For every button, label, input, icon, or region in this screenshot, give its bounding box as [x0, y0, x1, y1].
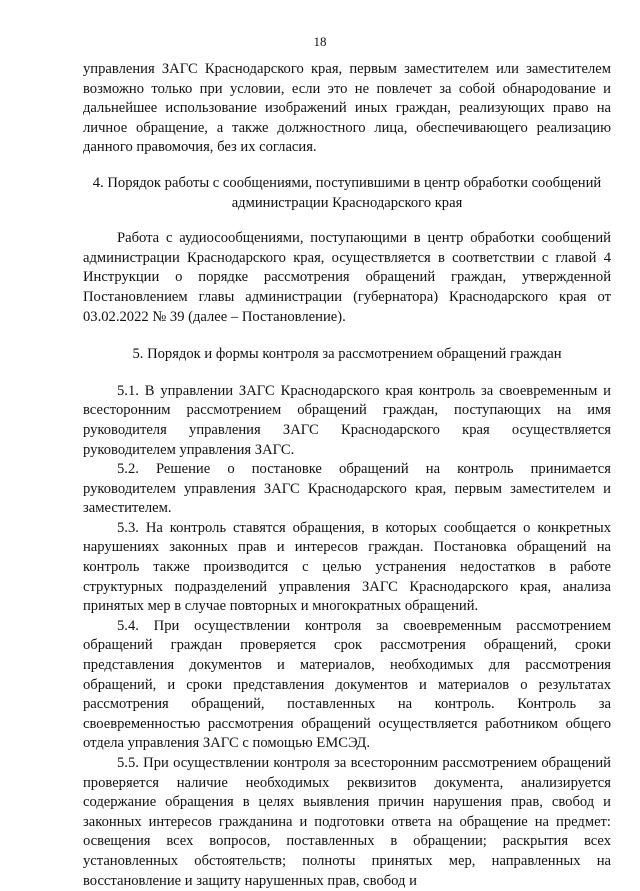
- intro-paragraph: управления ЗАГС Краснодарского края, первым заместителем или заместителем возможно только при условии, если это не повлечет за собой обнародование и дальнейшее использование изображений иных граждан, реализующих право на личное обращение, а также должностного лица, обеспечивающего реализацию данного правомочия, без их согласия.: [83, 61, 611, 156]
- paragraph-5-4: 5.4. При осуществлении контроля за своевременным рассмотрением обращений граждан проверяется срок рассмотрения обращений, сроки представления документов и материалов, необходимых для рассмотрения обращений, и сроки представления документов и материалов о результатах рассмотрения обращений, поставленных на контроль. Контроль за своевременностью рассмотрения обращений осуществляется работником общего отдела управления ЗАГС с помощью ЕМСЭД.: [83, 617, 611, 752]
- page-number: 18: [313, 34, 327, 49]
- paragraph-5-1: 5.1. В управлении ЗАГС Краснодарского края контроль за своевременным и всесторонним рассмотрением обращений граждан, поступающих на имя руководителя управления ЗАГС Краснодарского края осуществляется руководителем управления ЗАГС.: [83, 382, 611, 458]
- section-5-title: 5. Порядок и формы контроля за рассмотрением обращений граждан: [132, 346, 562, 363]
- section-4-title: 4. Порядок работы с сообщениями, поступившими в центр обработки сообщений администрации Краснодарского края: [92, 174, 602, 211]
- paragraph-5-3: 5.3. На контроль ставятся обращения, в которых сообщается о конкретных нарушениях законных прав и интересов граждан. Постановка обращений на контроль также производится с целью устранения недостатков в работе структурных подразделений управления ЗАГС Краснодарского края, анализа принятых мер в случае повторных и многократных обращений.: [83, 519, 611, 615]
- section-4-paragraph: Работа с аудиосообщениями, поступающими в центр обработки сообщений администрации Краснодарского края, осуществляется в соответствии с главой 4 Инструкции о порядке рассмотрения обращений граждан, утвержденной Постановлением главы администрации (губернатора) Краснодарского края от 03.02.2022 № 39 (далее – Постановление).: [83, 230, 611, 325]
- document-body: [83, 60, 611, 891]
- paragraph-5-5: 5.5. При осуществлении контроля за всесторонним рассмотрением обращений проверяется наличие необходимых реквизитов документа, анализируется содержание обращения в целях выявления причин нарушения прав, свобод и законных интересов гражданина и подготовки ответа на обращение на предмет: освещения всех вопросов, поставленных в обращении; раскрытия всех установленных обстоятельств; полноты принятых мер, направленных на восстановление и защиту нарушенных прав, свобод и: [83, 755, 611, 889]
- paragraph-5-2: 5.2. Решение о постановке обращений на контроль принимается руководителем управления ЗАГС Краснодарского края, первым заместителем и заместителем.: [83, 461, 611, 517]
